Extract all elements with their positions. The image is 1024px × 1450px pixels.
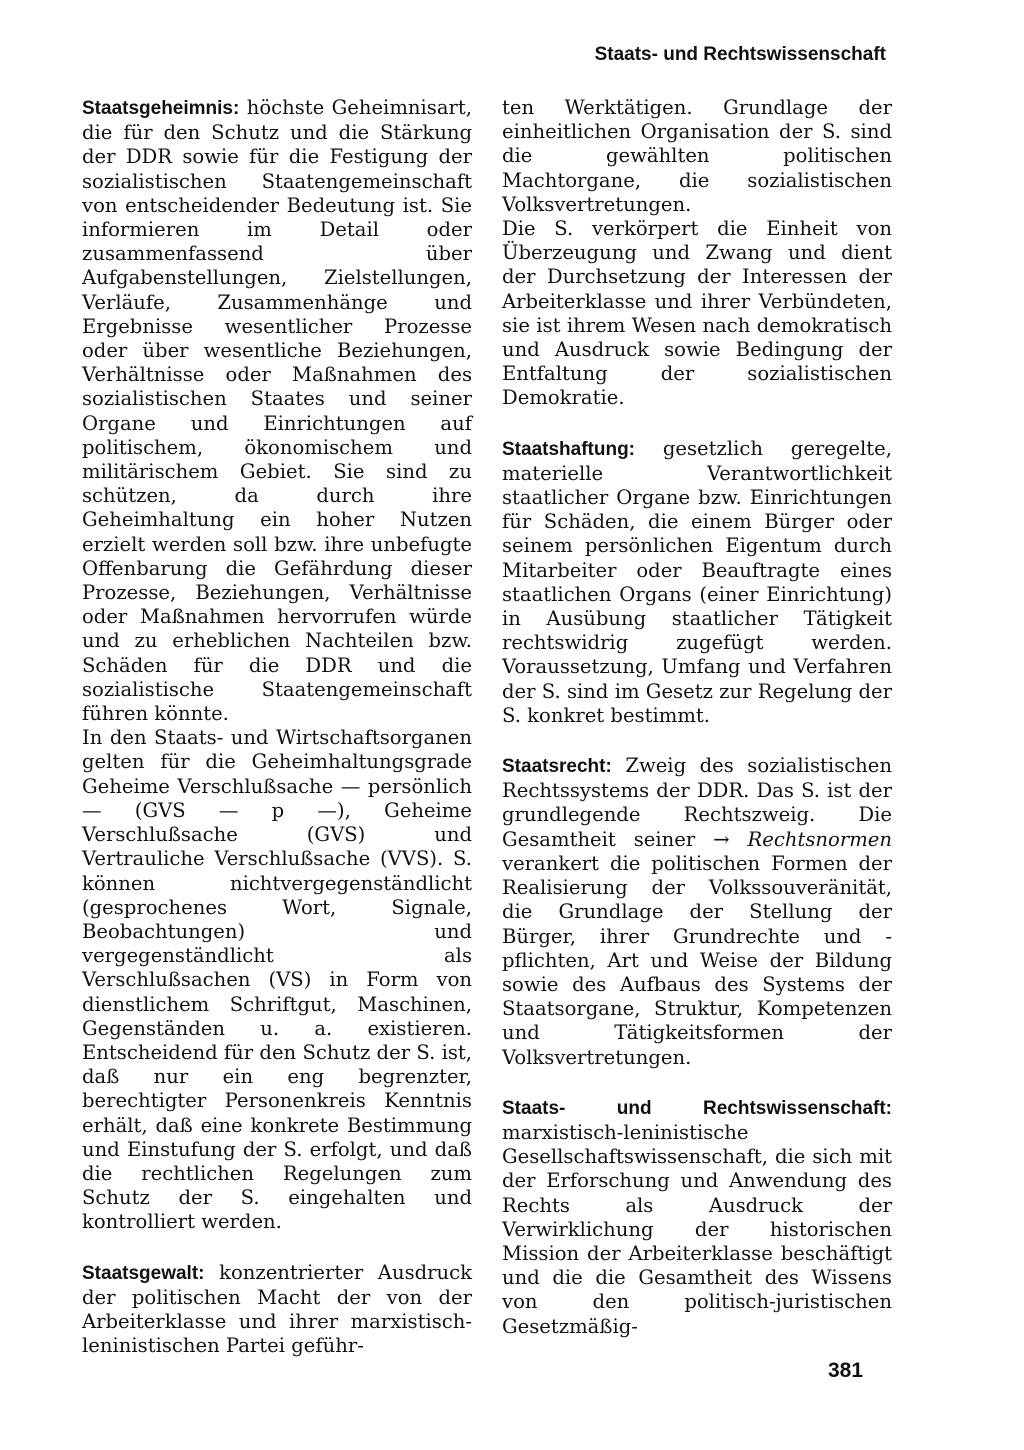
entry-text: höchste Geheimnisart, die für den Schutz und die Stärkung der DDR sowie für die Festigung der sozialistischen Staatengemeinschaft von entscheidender Bedeutung ist. Sie informieren im Detail oder zusammenfassend über Aufgabenstellungen, Zielstellungen, Verläufe, Zusammenhänge und Ergebnisse wesentlicher Prozesse oder über wesentliche Beziehungen, Verhältnisse oder Maßnahmen des sozialistischen Staates und seiner Organe und Einrichtungen auf politischem, ökonomischem und militärischem Gebiet. Sie sind zu schützen, da durch ihre Geheimhaltung ein hoher Nutzen erzielt werden soll bzw. ihre unbefugte Offenbarung die Gefährdung dieser Prozesse, Beziehungen, Verhältnisse oder Maßnahmen hervorrufen würde und zu erheblichen Nachteilen bzw. Schäden für die DDR und die sozialistische Staatengemeinschaft führen könnte.	[82, 96, 472, 726]
running-header: Staats- und Rechtswissenschaft	[594, 44, 886, 65]
entry-term: Staats- und Rechtswissenschaft:	[502, 1097, 892, 1119]
right-column	[502, 96, 892, 1339]
entry-paragraph: In den Staats- und Wirtschaftsorganen gelten für die Geheimhaltungsgrade Geheime Verschlußsache — persönlich — (GVS — p —), Geheime Verschlußsache (GVS) und Vertrauliche Verschlußsache (VVS). S. können nichtvergegenständlicht (gesprochenes Wort, Signale, Beobachtungen) und vergegenständlicht als Verschlußsachen (VS) in Form von dienstlichem Schriftgut, Maschinen, Gegenständen u. a. existieren. Entscheidend für den Schutz der S. ist, daß nur ein eng begrenzter, berechtigter Personenkreis Kenntnis erhält, daß eine konkrete Bestimmung und Einstufung der S. erfolgt, und daß die rechtlichen Regelungen zum Schutz der S. eingehalten und kontrolliert werden.	[82, 726, 472, 1234]
entry-term: Staatsrecht:	[502, 756, 612, 778]
entry-text: Zweig des sozialistischen Rechtssystems der DDR. Das S. ist der grundlegende Rechtszweig. Die Gesamtheit seiner →	[502, 754, 893, 851]
entry-staatshaftung	[502, 437, 892, 728]
entry-term: Staatsgeheimnis:	[82, 98, 240, 119]
cross-reference-link[interactable]: Rechtsnormen	[747, 827, 892, 851]
entry-paragraph: Die S. verkörpert die Einheit von Überzeugung und Zwang und dient der Durchsetzung der Interessen der Arbeiterklasse und ihrer Verbündeten, sie ist ihrem Wesen nach demokratisch und Ausdruck sowie Bedingung der Entfaltung der sozialistischen Demokratie.	[502, 217, 892, 410]
entry-text: verankert die politischen Formen der Realisierung der Volkssouveränität, die Grundlage der Stellung der Bürger, ihrer Grundrechte und -pflichten, Art und Weise der Bildung sowie des Aufbaus des Systems der Staatsorgane, Struktur, Kompetenzen und Tätigkeitsformen der Volksvertretungen.	[502, 851, 892, 1069]
entry-text: marxistisch-leninistische Gesellschaftswissenschaft, die sich mit der Erforschung und Anwendung des Rechts als Ausdruck der Verwirklichung der historischen Mission der Arbeiterklasse beschäftigt und die die Gesamtheit des Wissens von den politisch-juristischen Gesetzmäßig-	[502, 1120, 892, 1338]
entry-paragraph: ten Werktätigen. Grundlage der einheitlichen Organisation der S. sind die gewählten politischen Machtorgane, die sozialistischen Volksvertretungen.	[502, 96, 892, 216]
left-column	[82, 96, 472, 1358]
entry-text: konzentrierter Ausdruck der politischen Macht der von der Arbeiterklasse und ihrer marxistisch-leninistischen Partei geführ-	[82, 1260, 472, 1358]
entry-staatsgeheimnis	[82, 96, 472, 726]
entry-staatsrecht	[502, 754, 892, 1070]
entry-term: Staatsgewalt:	[82, 1262, 205, 1284]
entry-staatsgewalt	[82, 1261, 472, 1359]
page-number: 381	[828, 1359, 864, 1382]
entry-text: gesetzlich geregelte, materielle Verantwortlichkeit staatlicher Organe bzw. Einrichtungen für Schäden, die einem Bürger oder seinem persönlichen Eigentum durch Mitarbeiter oder Beauftragte eines staatlichen Organs (einer Einrichtung) in Ausübung staatlicher Tätigkeit rechtswidrig zugefügt werden. Voraussetzung, Umfang und Verfahren der S. sind im Gesetz zur Regelung der S. konkret bestimmt.	[502, 436, 892, 727]
entry-staats-und-rechtswissenschaft	[502, 1096, 892, 1339]
entry-term: Staatshaftung:	[502, 438, 635, 460]
